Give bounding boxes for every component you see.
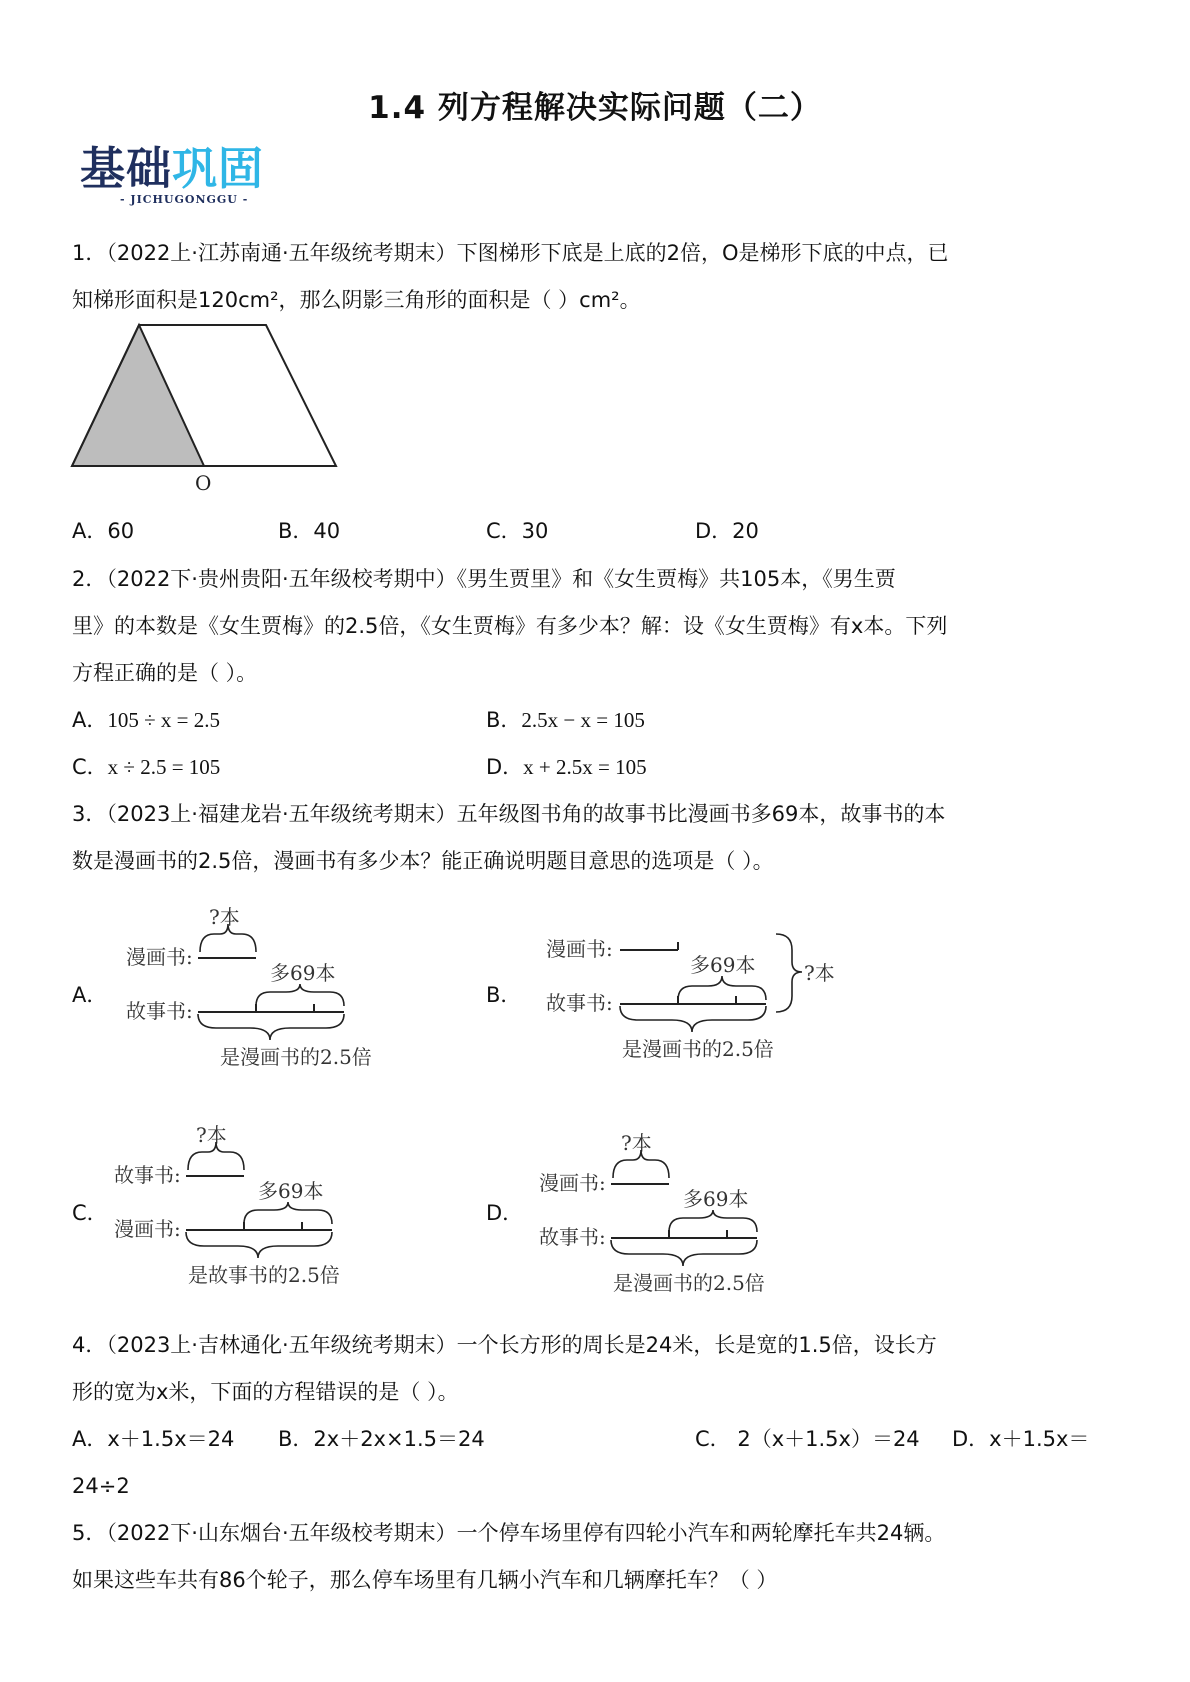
q4-text-line2: 形的宽为x米，下面的方程错误的是（ ）。 [72, 1380, 459, 1404]
q4-option-d-continued: 24÷2 [72, 1474, 130, 1498]
svg-text:?本: ?本 [209, 905, 240, 929]
svg-text:漫画书:: 漫画书: [546, 937, 613, 961]
q1-text-line2: 知梯形面积是120cm²，那么阴影三角形的面积是（ ）cm²。 [72, 288, 641, 312]
svg-text:漫画书:: 漫画书: [114, 1217, 181, 1241]
q1-trapezoid-figure [60, 320, 350, 500]
q2-text-line3: 方程正确的是（ ）。 [72, 661, 258, 685]
q4-option-c[interactable]: C． 2（x＋1.5x）＝24 [695, 1427, 920, 1451]
q5-text-line2: 如果这些车共有86个轮子，那么停车场里有几辆小汽车和几辆摩托车？（ ） [72, 1568, 778, 1592]
q1-option-c[interactable]: C．30 [486, 519, 549, 543]
svg-text:故事书:: 故事书: [114, 1163, 181, 1187]
q3-diagram-c[interactable] [110, 1118, 380, 1288]
q3-option-c-label[interactable]: C． [72, 1201, 108, 1225]
q2-option-c[interactable]: C．x ÷ 2.5 = 105 [72, 755, 221, 779]
q2-option-b[interactable]: B．2.5x − x = 105 [486, 708, 645, 732]
svg-text:漫画书:: 漫画书: [126, 945, 193, 969]
svg-text:是故事书的2.5倍: 是故事书的2.5倍 [188, 1263, 340, 1287]
q1-text-line1: 1．（2022上·江苏南通·五年级统考期末）下图梯形下底是上底的2倍，O是梯形下底的中点，已 [72, 241, 949, 265]
svg-text:是漫画书的2.5倍: 是漫画书的2.5倍 [613, 1271, 765, 1295]
equation: x + 2.5x = 105 [523, 755, 647, 779]
svg-text:多69本: 多69本 [270, 961, 336, 985]
svg-text:故事书:: 故事书: [126, 999, 193, 1023]
logo-text: 基础巩固 [80, 142, 265, 195]
q2-text-line2: 里》的本数是《女生贾梅》的2.5倍，《女生贾梅》有多少本？解：设《女生贾梅》有x本。下列 [72, 614, 948, 638]
svg-text:?本: ?本 [196, 1123, 227, 1147]
svg-text:多69本: 多69本 [258, 1179, 324, 1203]
logo-subtitle: - JICHUGONGGU - [120, 193, 249, 206]
svg-text:?本: ?本 [804, 961, 835, 985]
q4-option-a[interactable]: A．x＋1.5x＝24 [72, 1427, 235, 1451]
q4-text-line1: 4．（2023上·吉林通化·五年级统考期末）一个长方形的周长是24米，长是宽的1.5倍，设长方 [72, 1333, 937, 1357]
page-title: 1.4 列方程解决实际问题（二） [368, 90, 822, 126]
svg-text:是漫画书的2.5倍: 是漫画书的2.5倍 [622, 1037, 774, 1061]
svg-text:多69本: 多69本 [683, 1187, 749, 1211]
svg-text:多69本: 多69本 [690, 953, 756, 977]
q1-option-b[interactable]: B．40 [278, 519, 341, 543]
shaded-triangle [72, 325, 204, 466]
q1-option-d[interactable]: D．20 [695, 519, 759, 543]
q4-option-d[interactable]: D．x＋1.5x＝ [952, 1427, 1090, 1451]
q3-text-line2: 数是漫画书的2.5倍，漫画书有多少本？能正确说明题目意思的选项是（ ）。 [72, 849, 774, 873]
point-o-label: O [195, 471, 212, 495]
equation: 105 ÷ x = 2.5 [107, 708, 220, 732]
q3-diagram-d[interactable] [535, 1126, 805, 1296]
equation: 2.5x − x = 105 [521, 708, 645, 732]
q2-text-line1: 2．（2022下·贵州贵阳·五年级校考期中）《男生贾里》和《女生贾梅》共105本，《男生贾 [72, 567, 896, 591]
section-logo [80, 143, 290, 213]
q3-text-line1: 3．（2023上·福建龙岩·五年级统考期末）五年级图书角的故事书比漫画书多69本，故事书的本 [72, 802, 946, 826]
q4-option-b[interactable]: B．2x＋2x×1.5＝24 [278, 1427, 485, 1451]
q3-option-b-label[interactable]: B． [486, 983, 522, 1007]
svg-text:漫画书:: 漫画书: [539, 1171, 606, 1195]
q3-diagram-a[interactable] [120, 900, 390, 1070]
svg-text:故事书:: 故事书: [546, 991, 613, 1015]
q3-option-a-label[interactable]: A． [72, 983, 108, 1007]
q1-option-a[interactable]: A．60 [72, 519, 135, 543]
svg-text:?本: ?本 [621, 1131, 652, 1155]
q5-text-line1: 5．（2022下·山东烟台·五年级校考期末）一个停车场里停有四轮小汽车和两轮摩托车共24辆。 [72, 1521, 946, 1545]
svg-text:是漫画书的2.5倍: 是漫画书的2.5倍 [220, 1045, 372, 1069]
svg-text:故事书:: 故事书: [539, 1225, 606, 1249]
q3-option-d-label[interactable]: D． [486, 1201, 524, 1225]
equation: x ÷ 2.5 = 105 [107, 755, 221, 779]
q2-option-a[interactable]: A．105 ÷ x = 2.5 [72, 708, 220, 732]
q2-option-d[interactable]: D．x + 2.5x = 105 [486, 755, 647, 779]
q3-diagram-b[interactable] [540, 920, 850, 1070]
